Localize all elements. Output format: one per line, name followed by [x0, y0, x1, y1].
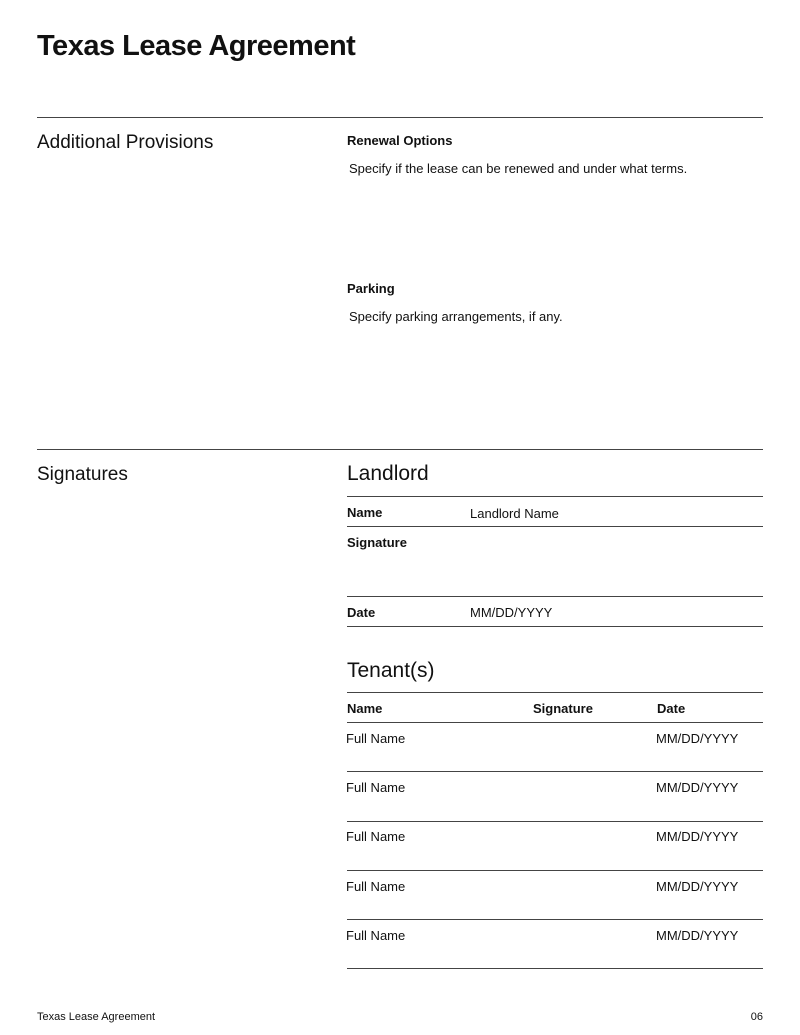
landlord-divider: [347, 526, 763, 527]
tenant-row-divider: [347, 968, 763, 969]
page-number: 06: [750, 1011, 763, 1023]
tenants-divider: [347, 722, 763, 723]
tenant-signature-field[interactable]: [533, 726, 643, 766]
tenant-row-divider: [347, 821, 763, 822]
parking-field[interactable]: Specify parking arrangements, if any.: [349, 309, 563, 324]
renewal-options-label: Renewal Options: [347, 133, 453, 148]
tenant-row-divider: [347, 919, 763, 920]
tenant-name-field[interactable]: Full Name: [346, 928, 406, 943]
landlord-date-label: Date: [347, 605, 376, 620]
tenant-row-divider: [347, 771, 763, 772]
landlord-name-field[interactable]: Landlord Name: [470, 506, 559, 521]
section-divider: [37, 117, 763, 118]
tenants-col-signature: Signature: [533, 701, 593, 716]
landlord-name-label: Name: [347, 505, 383, 520]
landlord-date-field[interactable]: MM/DD/YYYY: [470, 605, 553, 620]
tenant-name-field[interactable]: Full Name: [346, 780, 406, 795]
landlord-heading: Landlord: [347, 462, 429, 485]
parking-label: Parking: [347, 281, 395, 296]
tenants-divider: [347, 692, 763, 693]
section-divider: [37, 449, 763, 450]
tenant-date-field[interactable]: MM/DD/YYYY: [656, 879, 739, 894]
tenants-col-date: Date: [657, 701, 686, 716]
tenant-signature-field[interactable]: [533, 825, 643, 865]
tenant-name-field[interactable]: Full Name: [346, 731, 406, 746]
tenants-col-name: Name: [347, 701, 383, 716]
tenant-signature-field[interactable]: [533, 923, 643, 963]
tenant-name-field[interactable]: Full Name: [346, 829, 406, 844]
tenants-heading: Tenant(s): [347, 659, 435, 682]
signatures-heading: Signatures: [37, 464, 128, 485]
footer-title: Texas Lease Agreement: [37, 1011, 156, 1023]
landlord-divider: [347, 626, 763, 627]
tenant-date-field[interactable]: MM/DD/YYYY: [656, 780, 739, 795]
tenant-date-field[interactable]: MM/DD/YYYY: [656, 829, 739, 844]
tenant-name-field[interactable]: Full Name: [346, 879, 406, 894]
landlord-signature-field[interactable]: [470, 530, 760, 592]
renewal-options-field[interactable]: Specify if the lease can be renewed and under what terms.: [349, 161, 688, 176]
landlord-signature-label: Signature: [347, 535, 407, 550]
page-title: Texas Lease Agreement: [37, 30, 356, 62]
tenant-signature-field[interactable]: [533, 775, 643, 815]
tenant-date-field[interactable]: MM/DD/YYYY: [656, 928, 739, 943]
landlord-divider: [347, 596, 763, 597]
tenant-date-field[interactable]: MM/DD/YYYY: [656, 731, 739, 746]
tenant-row-divider: [347, 870, 763, 871]
landlord-divider: [347, 496, 763, 497]
tenant-signature-field[interactable]: [533, 874, 643, 914]
additional-provisions-heading: Additional Provisions: [37, 132, 214, 153]
